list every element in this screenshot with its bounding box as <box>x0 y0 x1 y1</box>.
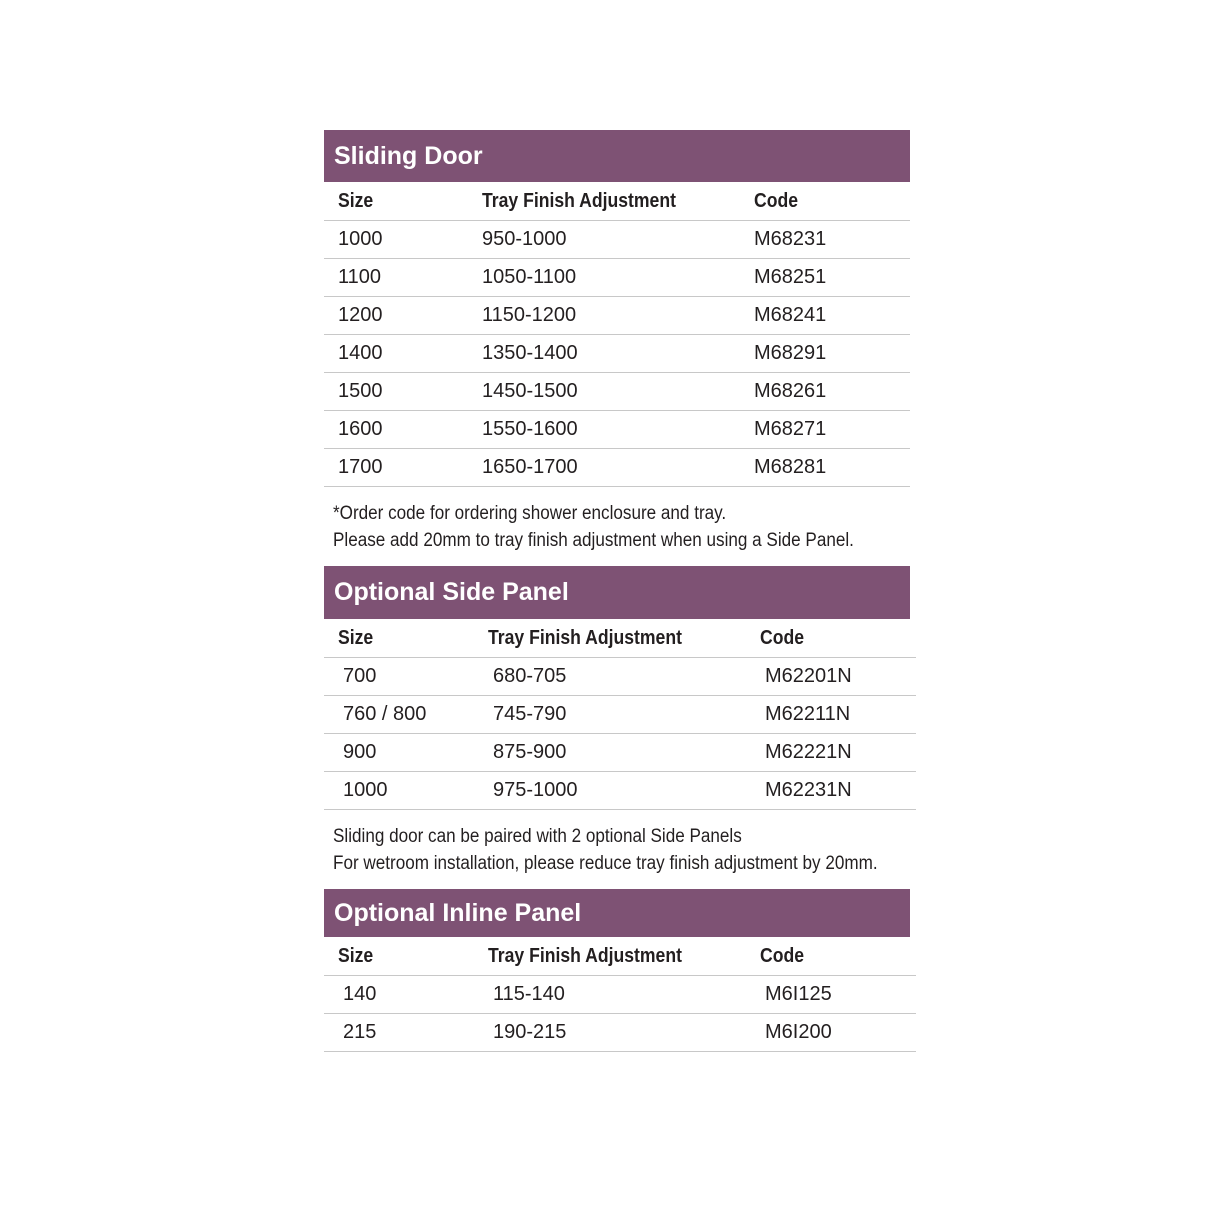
table-header-row <box>324 937 916 976</box>
table-row <box>324 449 910 487</box>
table-row <box>324 734 916 772</box>
cell-tray-finish: 1150-1200 <box>482 297 754 335</box>
cell-size: 215 <box>324 1014 488 1052</box>
cell-size: 1000 <box>324 772 488 810</box>
table-row <box>324 259 910 297</box>
table-header-row <box>324 182 910 221</box>
note-line: Sliding door can be paired with 2 optional Side Panels <box>333 826 742 847</box>
cell-code: M62201N <box>760 658 916 696</box>
column-header-tray-finish: Tray Finish Adjustment <box>488 937 760 976</box>
cell-code: M68261 <box>754 373 910 411</box>
section-sliding-door <box>324 130 910 566</box>
cell-tray-finish: 875-900 <box>488 734 760 772</box>
column-header-code: Code <box>754 182 910 221</box>
cell-code: M68241 <box>754 297 910 335</box>
cell-tray-finish: 680-705 <box>488 658 760 696</box>
cell-code: M68251 <box>754 259 910 297</box>
column-header-code: Code <box>760 619 916 658</box>
cell-tray-finish: 975-1000 <box>488 772 760 810</box>
cell-size: 1400 <box>324 335 482 373</box>
cell-tray-finish: 1650-1700 <box>482 449 754 487</box>
section-title: Sliding Door <box>324 130 910 182</box>
table-row <box>324 335 910 373</box>
cell-size: 1100 <box>324 259 482 297</box>
cell-size: 1000 <box>324 221 482 259</box>
cell-tray-finish: 115-140 <box>488 976 760 1014</box>
cell-size: 760 / 800 <box>324 696 488 734</box>
spec-sheet <box>324 130 910 1052</box>
cell-size: 140 <box>324 976 488 1014</box>
table-row <box>324 696 916 734</box>
section-note <box>324 487 910 566</box>
table-row <box>324 1014 916 1052</box>
table-row <box>324 411 910 449</box>
section-optional-inline-panel <box>324 889 910 1052</box>
cell-tray-finish: 1050-1100 <box>482 259 754 297</box>
cell-size: 700 <box>324 658 488 696</box>
cell-size: 1600 <box>324 411 482 449</box>
spec-table <box>324 182 910 487</box>
table-row <box>324 221 910 259</box>
section-optional-side-panel <box>324 566 910 889</box>
cell-tray-finish: 745-790 <box>488 696 760 734</box>
cell-tray-finish: 950-1000 <box>482 221 754 259</box>
cell-code: M68231 <box>754 221 910 259</box>
column-header-tray-finish: Tray Finish Adjustment <box>482 182 754 221</box>
cell-code: M68291 <box>754 335 910 373</box>
table-row <box>324 772 916 810</box>
section-note <box>324 810 910 889</box>
column-header-size: Size <box>324 937 488 976</box>
cell-size: 1500 <box>324 373 482 411</box>
note-line: For wetroom installation, please reduce tray finish adjustment by 20mm. <box>333 853 878 874</box>
table-row <box>324 373 910 411</box>
cell-code: M62231N <box>760 772 916 810</box>
table-header-row <box>324 619 916 658</box>
cell-code: M6I200 <box>760 1014 916 1052</box>
cell-tray-finish: 1450-1500 <box>482 373 754 411</box>
spec-table <box>324 937 916 1052</box>
section-title: Optional Side Panel <box>324 566 910 619</box>
cell-tray-finish: 1550-1600 <box>482 411 754 449</box>
spec-table <box>324 619 916 810</box>
cell-code: M68281 <box>754 449 910 487</box>
table-row <box>324 976 916 1014</box>
cell-tray-finish: 1350-1400 <box>482 335 754 373</box>
column-header-code: Code <box>760 937 916 976</box>
note-line: Please add 20mm to tray finish adjustment when using a Side Panel. <box>333 530 854 551</box>
section-title: Optional Inline Panel <box>324 889 910 937</box>
cell-tray-finish: 190-215 <box>488 1014 760 1052</box>
column-header-size: Size <box>324 619 488 658</box>
column-header-size: Size <box>324 182 482 221</box>
column-header-tray-finish: Tray Finish Adjustment <box>488 619 760 658</box>
cell-size: 1700 <box>324 449 482 487</box>
table-row <box>324 297 910 335</box>
cell-code: M62211N <box>760 696 916 734</box>
note-line: *Order code for ordering shower enclosure and tray. <box>333 503 727 524</box>
cell-code: M68271 <box>754 411 910 449</box>
cell-code: M62221N <box>760 734 916 772</box>
cell-code: M6I125 <box>760 976 916 1014</box>
cell-size: 1200 <box>324 297 482 335</box>
table-row <box>324 658 916 696</box>
cell-size: 900 <box>324 734 488 772</box>
